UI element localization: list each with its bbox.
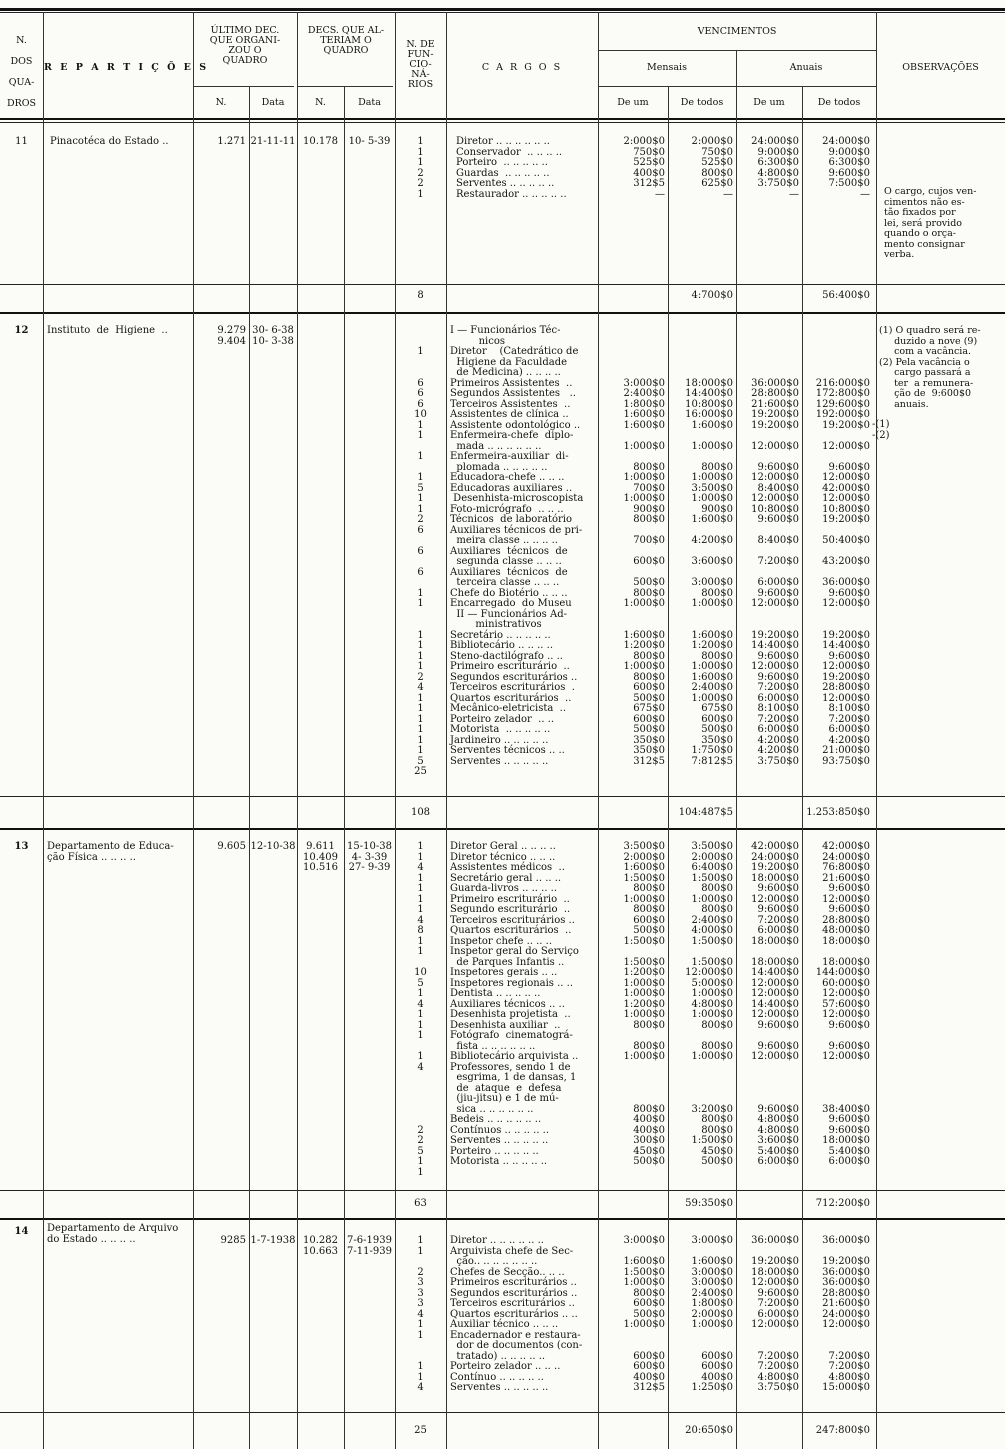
header-anual-de-um: De um — [753, 97, 785, 108]
alt-dec-number: 9.611 10.409 10.516 — [303, 841, 338, 873]
monthly-total: 3:500$0 2:000$0 6:400$0 1:500$0 800$0 1:000$0 800$0 2:400$0 4:000$0 1:500$0 1:500$0 12:000$0 5:000$0 1:000$0 4:800$0 1:000$0 800$0 800$0 1:000$0 3:200$0 800$0 800$0 1:500$0 450$0 500$0 — [685, 841, 733, 1167]
section-number: 12 — [14, 325, 29, 336]
header-n-funcionarios: N. DE FUN- CIO- NÁ- RIOS — [406, 39, 435, 90]
alt-dec-number: 10.282 10.663 — [303, 1235, 338, 1257]
observations: (1) O quadro será re- duzido a nove (9) com a vacância. (2) Pela vacância o cargo passará a ter a remunera- ção de 9:600$0 anuais. — [879, 325, 981, 410]
section-12-total-top — [0, 796, 1005, 797]
total-annual: 712:200$0 — [815, 1198, 870, 1209]
last-dec-date: 21-11-11 — [250, 136, 296, 147]
total-monthly: 4:700$0 — [691, 290, 733, 301]
monthly-per-one: 2:000$0 750$0 525$0 400$0 312$5 — — [623, 136, 665, 200]
header-anual-de-todos: De todos — [817, 97, 861, 108]
total-employees: 108 — [410, 807, 431, 818]
annual-per-one: 36:000$0 19:200$0 18:000$0 12:000$0 9:600$0 7:200$0 6:000$0 12:000$0 7:200$0 7:200$0 4:800$0 3:750$0 — [751, 1235, 799, 1393]
total-employees: 25 — [414, 1425, 427, 1436]
header-sub-rule-4 — [598, 86, 876, 87]
total-annual: 56:400$0 — [822, 290, 870, 301]
alt-dec-number: 10.178 — [303, 136, 338, 147]
monthly-per-one: 3:000$0 1:600$0 1:500$0 1:000$0 800$0 600$0 500$0 1:000$0 600$0 600$0 400$0 312$5 — [623, 1235, 665, 1393]
header-mensal-de-todos: De todos — [680, 97, 724, 108]
header-ultimo-n: N. — [215, 97, 227, 108]
total-annual: 247:800$0 — [815, 1425, 870, 1436]
top-rule-thin — [0, 12, 1005, 13]
col-rule-12 — [876, 12, 877, 1449]
section-13-total-top — [0, 1190, 1005, 1191]
job-titles: Diretor .. .. .. .. .. .. Arquivista chefe de Sec- ção.. .. .. .. .. .. .. Chefes de Secção.. .. .. Primeiros escriturários .. Segundos escriturários .. Terceiros escriturários .. Quartos escriturários .. .. Auxiliar técnico .. .. .. Encadernador e restaura- dor de documentos (con- tratado) .. .. .. .. .. Porteiro zelador .. .. .. Contínuo .. .. .. .. .. Serventes .. .. .. .. .. — [450, 1235, 583, 1393]
total-employees: 63 — [414, 1198, 427, 1209]
last-dec-date: 12-10-38 — [250, 841, 296, 852]
header-reparticoes: R E P A R T I Ç Õ E S — [44, 62, 209, 73]
header-decs-data: Data — [358, 97, 381, 108]
alt-dec-date: 10- 5-39 — [348, 136, 391, 147]
section-14-total-top — [0, 1412, 1005, 1413]
section-11-total-bottom — [0, 312, 1005, 314]
col-rule-2 — [193, 12, 194, 1449]
total-monthly: 20:650$0 — [685, 1425, 733, 1436]
annual-per-one: 36:000$0 28:800$0 21:600$0 19:200$0 19:200$0 12:000$0 9:600$0 12:000$0 8:400$0 12:000$0 10:800$0 9:600$0 8:400$0 7:200$0 6:000$0 9:600$0 12:000$0 19:200$0 14:400$0 9:600$0 12:000$0 9:600$0 7:200$0 6:000$0 8:100$0 7:200$0 6:000$0 4:200$0 4:200$0 3:750$0 — [751, 377, 799, 767]
header-mensais: Mensais — [647, 62, 687, 73]
last-dec-number: 9.605 — [217, 841, 246, 852]
col-rule-7 — [446, 12, 447, 1449]
header-sub-rule-1 — [193, 86, 294, 87]
annual-total: 24:000$0 9:000$0 6:300$0 9:600$0 7:500$0 — — [822, 136, 870, 200]
employee-counts: 1 1 4 1 1 1 1 4 8 1 1 10 5 1 4 1 1 1 1 4 2 2 5 1 1 — [414, 841, 427, 1178]
header-anuais: Anuais — [789, 62, 823, 73]
monthly-total: 2:000$0 750$0 525$0 800$0 625$0 — — [691, 136, 733, 200]
total-employees: 8 — [417, 290, 424, 301]
header-ultimo-dec: ÚLTIMO DEC. QUE ORGANI- ZOU O QUADRO — [209, 25, 281, 66]
annual-per-one: 24:000$0 9:000$0 6:300$0 4:800$0 3:750$0 — — [751, 136, 799, 200]
employee-counts: 1 6 6 6 10 1 1 1 1 5 1 1 2 6 6 6 1 1 1 1 1 1 2 4 1 1 1 1 1 1 5 25 — [414, 346, 427, 777]
section-name: Pinacotéca do Estado .. — [50, 136, 169, 147]
alt-dec-date: 7-6-1939 7-11-939 — [347, 1235, 392, 1257]
total-annual: 1.253:850$0 — [806, 807, 870, 818]
job-titles: Diretor .. .. .. .. .. .. Conservador .. .. .. .. Porteiro .. .. .. .. .. Guardas .. .. .. .. .. Serventes .. .. .. .. .. Restaurador .. .. .. .. .. — [456, 136, 567, 200]
last-dec-number: 1.271 — [217, 136, 246, 147]
header-bottom-rule-thin — [0, 122, 1005, 123]
section-number: 13 — [14, 841, 29, 852]
last-dec-number: 9.279 9.404 — [217, 325, 246, 347]
observations: O cargo, cujos ven- cimentos não es- tão fixados por lei, será provido quando o orça- mento consignar verba. — [884, 186, 977, 260]
section-name: Departamento de Educa- ção Física .. .. .. .. — [47, 841, 174, 863]
section-name: Departamento de Arquivo do Estado .. .. .. .. — [47, 1223, 179, 1245]
header-observacoes: OBSERVAÇÕES — [902, 62, 979, 73]
header-ultimo-data: Data — [261, 97, 285, 108]
last-dec-date: 1-7-1938 — [250, 1235, 296, 1246]
top-rule — [0, 8, 1005, 11]
section-12-total-bottom — [0, 828, 1005, 830]
job-titles: Diretor Geral .. .. .. .. Diretor técnico .. .. .. Assistentes médicos .. Secretário geral .. .. .. Guarda-livros .. .. .. .. Primeiro escriturário .. Segundo escriturário .. Terceiros escriturários .. Quartos escriturários .. Inspetor chefe .. .. .. Inspetor geral do Serviço de Parques Infantis .. Inspetores gerais .. .. Inspetores regionais .. .. Dentista .. .. .. .. .. Auxiliares técnicos .. .. Desenhista projetista .. Desenhista auxiliar .. Fotógrafo cinematográ- fista .. .. .. .. .. .. Bibliotecário arquivista .. Professores, sendo 1 de esgrima, 1 de dansas, 1 de ataque e defesa (jiu-jitsu) e 1 de mú- sica .. .. .. .. .. .. Bedeis .. .. .. .. .. .. Contínuos .. .. .. .. .. Serventes .. .. .. .. .. Porteiro .. .. .. .. .. Motorista .. .. .. .. .. — [450, 841, 579, 1167]
annual-total: 36:000$0 19:200$0 36:000$0 36:000$0 28:800$0 21:600$0 24:000$0 12:000$0 7:200$0 7:200$0 4:800$0 15:000$0 — [822, 1235, 870, 1393]
monthly-total: 18:000$0 14:400$0 10:800$0 16:000$0 1:600$0 1:000$0 800$0 1:000$0 3:500$0 1:000$0 900$0 1:600$0 4:200$0 3:600$0 3:000$0 800$0 1:000$0 1:600$0 1:200$0 800$0 1:000$0 1:600$0 2:400$0 1:000$0 675$0 600$0 500$0 350$0 1:750$0 7:812$5 — [685, 377, 733, 767]
section-name: Instituto de Higiene .. — [47, 325, 168, 336]
last-dec-date: 30- 6-38 10- 3-38 — [252, 325, 294, 347]
header-sub-rule-2 — [297, 86, 393, 87]
footnote-marks: -(1) -(2) — [872, 419, 890, 441]
job-titles: I — Funcionários Téc- nicos Diretor (Catedrático de Higiene da Faculdade de Medicina) .. .. .. .. Primeiros Assistentes .. Segundos Assistentes .. Terceiros Assistentes .. Assistentes de clínica .. Assistente odontológico .. Enfermeira-chefe diplo- mada .. .. .. .. .. .. Enfermeira-auxiliar di- plomada .. .. .. .. .. Educadora-chefe .. .. .. Educadoras auxiliares .. Desenhista-microscopista Foto-micrógrafo .. .. .. Técnicos de laboratório Auxiliares técnicos de pri- meira classe .. .. .. .. Auxiliares técnicos de segunda classe .. .. .. Auxiliares técnicos de terceira classe .. .. .. Chefe do Biotério .. .. .. Encarregado do Museu II — Funcionários Ad- ministrativos Secretário .. .. .. .. .. Bibliotecário .. .. .. .. Steno-dactilógrafo .. .. Primeiro escriturário .. Segundos escriturários .. Terceiros escriturários . Quartos escriturários .. Mecânico-eletricista .. Porteiro zelador .. .. Motorista .. .. .. .. .. Jardineiro .. .. .. .. .. Serventes técnicos .. .. Serventes .. .. .. .. .. — [450, 325, 584, 767]
header-decs-n: N. — [315, 97, 326, 108]
section-number: 11 — [15, 136, 28, 147]
monthly-total: 3:000$0 1:600$0 3:000$0 3:000$0 2:400$0 1:800$0 2:000$0 1:000$0 600$0 600$0 400$0 1:250$0 — [691, 1235, 733, 1393]
section-13-total-bottom — [0, 1218, 1005, 1220]
annual-per-one: 42:000$0 24:000$0 19:200$0 18:000$0 9:600$0 12:000$0 9:600$0 7:200$0 6:000$0 18:000$0 18:000$0 14:400$0 12:000$0 12:000$0 14:400$0 12:000$0 9:600$0 9:600$0 12:000$0 9:600$0 4:800$0 4:800$0 3:600$0 5:400$0 6:000$0 — [751, 841, 799, 1167]
header-num-quadros: N. DOS QUA- DROS — [6, 35, 37, 109]
col-rule-4 — [297, 12, 298, 1449]
header-decs-alteriam: DECS. QUE AL- TERIAM O QUADRO — [307, 25, 385, 56]
header-vencimentos: VENCIMENTOS — [697, 26, 777, 37]
header-bottom-rule — [0, 118, 1005, 120]
section-number: 14 — [14, 1226, 29, 1237]
last-dec-number: 9285 — [220, 1235, 246, 1246]
col-rule-1 — [43, 12, 44, 1449]
annual-total: 216:000$0 172:800$0 129:600$0 192:000$0 19:200$0 12:000$0 9:600$0 12:000$0 42:000$0 12:000$0 10:800$0 19:200$0 50:400$0 43:200$0 36:000$0 9:600$0 12:000$0 19:200$0 14:400$0 9:600$0 12:000$0 19:200$0 28:800$0 12:000$0 8:100$0 7:200$0 6:000$0 4:200$0 21:000$0 93:750$0 — [815, 377, 870, 767]
header-sub-rule-3 — [598, 50, 876, 51]
employee-counts: 1 1 2 3 3 3 4 1 1 1 1 4 — [417, 1235, 424, 1393]
section-11-total-top — [0, 284, 1005, 285]
alt-dec-date: 15-10-38 4- 3-39 27- 9-39 — [347, 841, 392, 873]
header-mensal-de-um: De um — [617, 97, 649, 108]
total-monthly: 104:487$5 — [678, 807, 733, 818]
monthly-per-one: 3:500$0 2:000$0 1:600$0 1:500$0 800$0 1:000$0 800$0 600$0 500$0 1:500$0 1:500$0 1:200$0 1:000$0 1:000$0 1:200$0 1:000$0 800$0 800$0 1:000$0 800$0 400$0 400$0 300$0 450$0 500$0 — [623, 841, 665, 1167]
monthly-per-one: 3:000$0 2:400$0 1:800$0 1:600$0 1:600$0 1:000$0 800$0 1:000$0 700$0 1:000$0 900$0 800$0 700$0 600$0 500$0 800$0 1:000$0 1:600$0 1:200$0 800$0 1:000$0 800$0 600$0 500$0 675$0 600$0 500$0 350$0 350$0 312$5 — [623, 377, 665, 767]
header-cargos: C A R G O S — [481, 62, 563, 73]
total-monthly: 59:350$0 — [685, 1198, 733, 1209]
annual-total: 42:000$0 24:000$0 76:800$0 21:600$0 9:600$0 12:000$0 9:600$0 28:800$0 48:000$0 18:000$0 18:000$0 144:000$0 60:000$0 12:000$0 57:600$0 12:000$0 9:600$0 9:600$0 12:000$0 38:400$0 9:600$0 9:600$0 18:000$0 5:400$0 6:000$0 — [815, 841, 870, 1167]
employee-counts: 1 1 1 2 2 1 — [417, 136, 424, 200]
